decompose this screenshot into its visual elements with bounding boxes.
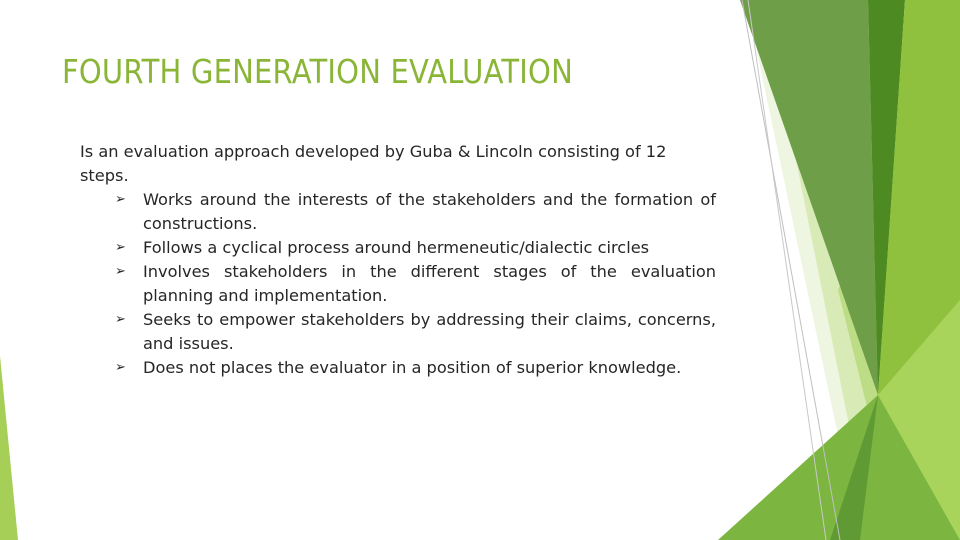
arrowhead-bullet-icon: ➢ [115, 264, 126, 279]
bullet-text: Follows a cyclical process around hermeneutic/dialectic circles [143, 238, 650, 257]
arrowhead-bullet-icon: ➢ [115, 312, 126, 327]
slide-title: FOURTH GENERATION EVALUATION [62, 52, 573, 91]
intro-text: Is an evaluation approach developed by Guba & Lincoln consisting of 12 steps. [80, 142, 667, 185]
bullet-item [80, 308, 716, 356]
bullet-item [80, 236, 716, 260]
bullet-item [80, 356, 716, 380]
arrowhead-bullet-icon: ➢ [115, 240, 126, 255]
arrowhead-bullet-icon: ➢ [115, 192, 126, 207]
bullet-list [80, 188, 716, 380]
bullet-item [80, 188, 716, 236]
bullet-text: Seeks to empower stakeholders by addressing their claims, concerns, and issues. [143, 310, 716, 353]
slide-body [80, 140, 716, 380]
bullet-text: Involves stakeholders in the different stages of the evaluation planning and implementation. [143, 262, 716, 305]
left-green-sliver [0, 356, 18, 540]
bullet-text: Does not places the evaluator in a position of superior knowledge. [143, 358, 682, 377]
bullet-text: Works around the interests of the stakeholders and the formation of constructions. [143, 190, 716, 233]
bullet-item [80, 260, 716, 308]
arrowhead-bullet-icon: ➢ [115, 360, 126, 375]
